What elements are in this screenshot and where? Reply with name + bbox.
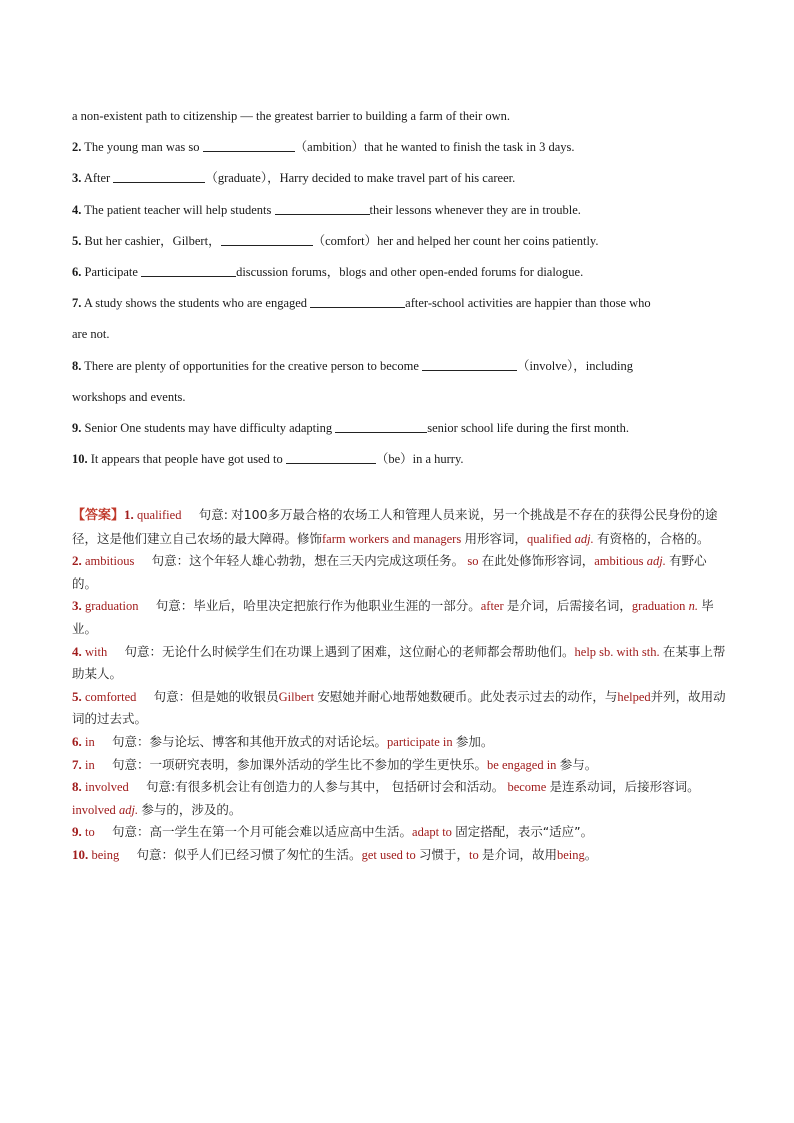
question-6: 6. Participate discussion forums，blogs and other open-ended forums for dialogue. xyxy=(72,265,584,280)
answer-blank[interactable] xyxy=(275,202,370,215)
answer-blank[interactable] xyxy=(141,264,236,277)
answer-4: 4. with 句意：无论什么时候学生们在功课上遇到了困难，这位耐心的老师都会帮助他们。help sb. with sth. 在某事上帮助某人。 xyxy=(72,643,726,682)
answer-blank[interactable] xyxy=(286,451,376,464)
question-list xyxy=(72,101,726,475)
answer-blank[interactable] xyxy=(113,170,205,183)
question-1-continuation: a non-existent path to citizenship — the greatest barrier to building a farm of their own. xyxy=(72,109,511,123)
question-2: 2. The young man was so （ambition）that he wanted to finish the task in 3 days. xyxy=(72,140,575,155)
question-8-continuation: workshops and events. xyxy=(72,389,186,404)
question-3: 3. After （graduate），Harry decided to make travel part of his career. xyxy=(72,171,516,186)
question-4: 4. The patient teacher will help students their lessons whenever they are in trouble. xyxy=(72,202,581,217)
answer-7: 7. in 句意：一项研究表明，参加课外活动的学生比不参加的学生更快乐。be engaged in 参与。 xyxy=(72,756,598,772)
answer-blank[interactable] xyxy=(310,295,405,308)
question-8: 8. There are plenty of opportunities for the creative person to become （involve），including xyxy=(72,358,633,373)
question-7: 7. A study shows the students who are engaged after-school activities are happier than those who xyxy=(72,296,651,311)
answer-1: 【答案】1. qualified 句意: 对100多万最合格的农场工人和管理人员来说，另一个挑战是不存在的获得公民身份的途径，这是他们建立自己农场的最大障碍。修饰farm workers and managers 用形容词，qualified adj. 有资格的，合格的。 xyxy=(72,507,718,546)
answer-5: 5. comforted 句意：但是她的收银员Gilbert 安慰她并耐心地帮她数硬币。此处表示过去的动作，与helped并列，故用动词的过去式。 xyxy=(72,688,726,727)
question-10: 10. It appears that people have got used to （be）in a hurry. xyxy=(72,452,464,467)
answer-blank[interactable] xyxy=(335,420,427,433)
answer-6: 6. in 句意：参与论坛、博客和其他开放式的对话论坛。participate in 参加。 xyxy=(72,733,494,749)
answer-8: 8. involved 句意:有很多机会让有创造力的人参与其中， 包括研讨会和活动。 become 是连系动词，后接形容词。involved adj. 参与的，涉及的。 xyxy=(72,779,700,817)
answer-9: 9. to 句意：高一学生在第一个月可能会难以适应高中生活。adapt to 固定搭配，表示“适应”。 xyxy=(72,824,594,840)
answer-10: 10. being 句意：似乎人们已经习惯了匆忙的生活。get used to 习惯于，to 是介词，故用being。 xyxy=(72,846,598,862)
question-9: 9. Senior One students may have difficulty adapting senior school life during the first month. xyxy=(72,421,629,436)
answer-blank[interactable] xyxy=(422,358,517,371)
question-7-continuation: are not. xyxy=(72,327,110,342)
question-5: 5. But her cashier，Gilbert， （comfort）her and helped her count her coins patiently. xyxy=(72,233,599,248)
answer-3: 3. graduation 句意：毕业后，哈里决定把旅行作为他职业生涯的一部分。after 是介词，后需接名词，graduation n. 毕业。 xyxy=(72,598,714,636)
answer-2: 2. ambitious 句意：这个年轻人雄心勃勃，想在三天内完成这项任务。 so 在此处修饰形容词，ambitious adj. 有野心的。 xyxy=(72,553,707,591)
answer-blank[interactable] xyxy=(221,233,313,246)
answer-section xyxy=(72,504,726,867)
answer-blank[interactable] xyxy=(203,139,295,152)
